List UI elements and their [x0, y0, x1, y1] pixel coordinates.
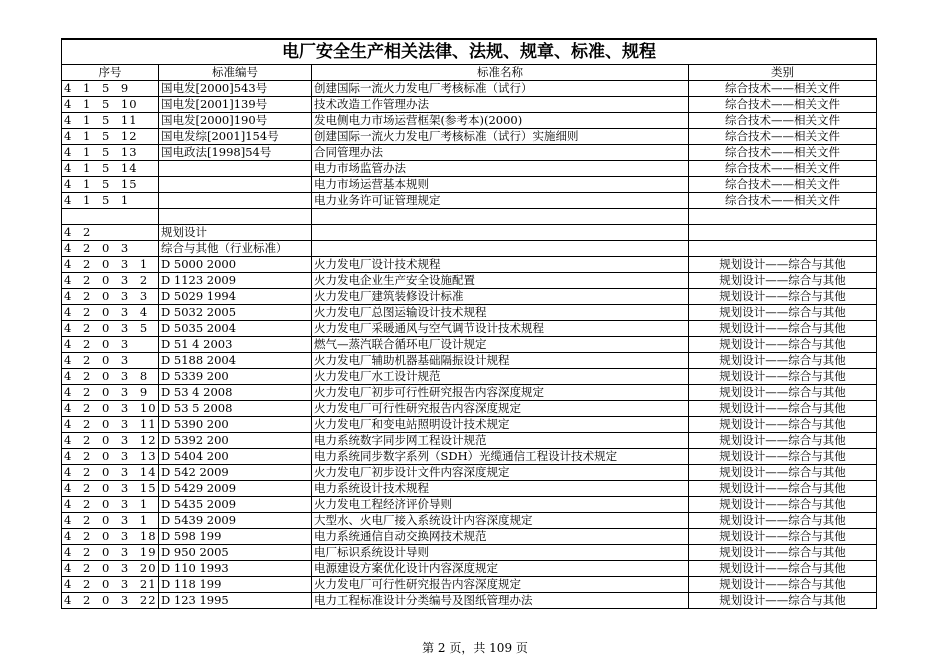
header-code: 标准编号: [159, 65, 312, 81]
row-name: 火力发电厂和变电站照明设计技术规定: [312, 417, 689, 433]
row-name: 火力发电厂建筑装修设计标准: [312, 289, 689, 305]
row-seq: 4 2 0 3 2: [62, 273, 159, 289]
row-category: 综合技术——相关文件: [689, 129, 877, 145]
row-name: 创建国际一流火力发电厂考核标准（试行）实施细则: [312, 129, 689, 145]
table-row: [62, 321, 877, 337]
row-name: 电源建设方案优化设计内容深度规定: [312, 561, 689, 577]
table-row: [62, 577, 877, 593]
row-category: [689, 241, 877, 257]
row-code: 国电发综[2001]154号: [159, 129, 312, 145]
row-category: 规划设计——综合与其他: [689, 369, 877, 385]
row-code: 国电政法[1998]54号: [159, 145, 312, 161]
row-name: 火力发电厂水工设计规范: [312, 369, 689, 385]
row-seq: 4 2 0 3 5: [62, 321, 159, 337]
row-name: 电力系统通信自动交换网技术规范: [312, 529, 689, 545]
page-footer: 第 2 页，共 109 页: [422, 641, 528, 655]
table-row: [62, 497, 877, 513]
row-category: 规划设计——综合与其他: [689, 433, 877, 449]
row-seq: 4 2 0 3 21: [62, 577, 159, 593]
row-name: 火力发电厂可行性研究报告内容深度规定: [312, 401, 689, 417]
row-code: D 5435 2009: [159, 497, 312, 513]
row-code: D 51 4 2003: [159, 337, 312, 353]
row-name: 火力发电企业生产安全设施配置: [312, 273, 689, 289]
row-code: D 950 2005: [159, 545, 312, 561]
table-row: [62, 241, 877, 257]
row-name: 电力系统设计技术规程: [312, 481, 689, 497]
table-row: [62, 193, 877, 209]
table-row: [62, 401, 877, 417]
row-code: [159, 209, 312, 225]
row-code: 综合与其他（行业标准）: [159, 241, 312, 257]
table-row: [62, 561, 877, 577]
row-category: 规划设计——综合与其他: [689, 305, 877, 321]
row-category: 规划设计——综合与其他: [689, 561, 877, 577]
table-row: [62, 273, 877, 289]
row-seq: 4 2 0 3 10: [62, 401, 159, 417]
table-row: [62, 433, 877, 449]
row-seq: 4 1 5 1: [62, 193, 159, 209]
row-category: 综合技术——相关文件: [689, 161, 877, 177]
row-code: D 123 1995: [159, 593, 312, 609]
row-name: 燃气—蒸汽联合循环电厂设计规定: [312, 337, 689, 353]
header-row: [62, 65, 877, 81]
table-row: [62, 417, 877, 433]
row-seq: 4 2 0 3: [62, 337, 159, 353]
table-row: [62, 97, 877, 113]
row-name: 火力发电厂总图运输设计技术规程: [312, 305, 689, 321]
row-category: [689, 209, 877, 225]
table-row: [62, 305, 877, 321]
row-seq: 4 2 0 3 4: [62, 305, 159, 321]
row-name: [312, 209, 689, 225]
row-category: 规划设计——综合与其他: [689, 273, 877, 289]
row-code: [159, 193, 312, 209]
page-title: 电厂安全生产相关法律、法规、规章、标准、规程: [62, 39, 877, 65]
row-seq: 4 2 0 3 18: [62, 529, 159, 545]
row-code: 规划设计: [159, 225, 312, 241]
row-seq: 4 2 0 3 1: [62, 497, 159, 513]
table-row: [62, 465, 877, 481]
row-seq: 4 2 0 3: [62, 353, 159, 369]
row-name: 发电侧电力市场运营框架(参考本)(2000): [312, 113, 689, 129]
row-name: 电力系统同步数字系列（SDH）光缆通信工程设计技术规定: [312, 449, 689, 465]
row-name: 创建国际一流火力发电厂考核标准（试行）: [312, 81, 689, 97]
row-category: 规划设计——综合与其他: [689, 321, 877, 337]
table-row: [62, 145, 877, 161]
row-seq: 4 2: [62, 225, 159, 241]
row-name: 火力发电工程经济评价导则: [312, 497, 689, 513]
table-row: [62, 113, 877, 129]
row-name: [312, 225, 689, 241]
row-name: 电厂标识系统设计导则: [312, 545, 689, 561]
row-name: 电力业务许可证管理规定: [312, 193, 689, 209]
row-category: 综合技术——相关文件: [689, 177, 877, 193]
row-seq: 4 2 0 3 11: [62, 417, 159, 433]
row-code: D 110 1993: [159, 561, 312, 577]
row-name: 电力市场监管办法: [312, 161, 689, 177]
title-row: [62, 39, 877, 65]
row-code: D 5392 200: [159, 433, 312, 449]
row-name: 火力发电厂初步可行性研究报告内容深度规定: [312, 385, 689, 401]
row-code: D 1123 2009: [159, 273, 312, 289]
row-seq: 4 1 5 12: [62, 129, 159, 145]
row-code: D 5404 200: [159, 449, 312, 465]
row-name: 大型水、火电厂接入系统设计内容深度规定: [312, 513, 689, 529]
row-name: 技术改造工作管理办法: [312, 97, 689, 113]
row-seq: 4 2 0 3 1: [62, 257, 159, 273]
row-code: [159, 161, 312, 177]
row-category: 规划设计——综合与其他: [689, 513, 877, 529]
row-code: [159, 177, 312, 193]
table-row: [62, 177, 877, 193]
row-seq: 4 2 0 3 8: [62, 369, 159, 385]
row-category: 规划设计——综合与其他: [689, 337, 877, 353]
row-name: [312, 241, 689, 257]
header-name: 标准名称: [312, 65, 689, 81]
row-category: 综合技术——相关文件: [689, 97, 877, 113]
row-name: 火力发电厂采暖通风与空气调节设计技术规程: [312, 321, 689, 337]
row-seq: 4 2 0 3 12: [62, 433, 159, 449]
row-seq: 4 2 0 3 15: [62, 481, 159, 497]
row-seq: [62, 209, 159, 225]
row-code: D 5390 200: [159, 417, 312, 433]
row-code: 国电发[2000]543号: [159, 81, 312, 97]
row-seq: 4 2 0 3 19: [62, 545, 159, 561]
row-category: 规划设计——综合与其他: [689, 577, 877, 593]
table-row: [62, 81, 877, 97]
row-seq: 4 1 5 11: [62, 113, 159, 129]
table-row: [62, 257, 877, 273]
row-seq: 4 2 0 3 3: [62, 289, 159, 305]
row-name: 电力工程标准设计分类编号及图纸管理办法: [312, 593, 689, 609]
row-name: 电力系统数字同步网工程设计规范: [312, 433, 689, 449]
row-category: 规划设计——综合与其他: [689, 481, 877, 497]
row-code: D 5000 2000: [159, 257, 312, 273]
row-code: D 598 199: [159, 529, 312, 545]
table-row: [62, 385, 877, 401]
header-category: 类别: [689, 65, 877, 81]
row-code: D 5439 2009: [159, 513, 312, 529]
row-seq: 4 1 5 10: [62, 97, 159, 113]
header-seq: 序号: [62, 65, 159, 81]
table-row: [62, 209, 877, 225]
row-seq: 4 2 0 3: [62, 241, 159, 257]
table-row: [62, 225, 877, 241]
row-category: [689, 225, 877, 241]
table-row: [62, 593, 877, 609]
row-code: D 542 2009: [159, 465, 312, 481]
row-category: 规划设计——综合与其他: [689, 385, 877, 401]
row-name: 火力发电厂可行性研究报告内容深度规定: [312, 577, 689, 593]
row-category: 综合技术——相关文件: [689, 145, 877, 161]
row-seq: 4 2 0 3 14: [62, 465, 159, 481]
row-seq: 4 1 5 14: [62, 161, 159, 177]
row-name: 火力发电厂辅助机器基础隔振设计规程: [312, 353, 689, 369]
table-row: [62, 529, 877, 545]
table-row: [62, 481, 877, 497]
row-seq: 4 1 5 15: [62, 177, 159, 193]
table-row: [62, 353, 877, 369]
row-code: D 53 5 2008: [159, 401, 312, 417]
row-category: 规划设计——综合与其他: [689, 497, 877, 513]
row-category: 规划设计——综合与其他: [689, 401, 877, 417]
table-row: [62, 337, 877, 353]
row-name: 火力发电厂初步设计文件内容深度规定: [312, 465, 689, 481]
row-seq: 4 2 0 3 20: [62, 561, 159, 577]
row-code: 国电发[2001]139号: [159, 97, 312, 113]
table-row: [62, 449, 877, 465]
row-name: 合同管理办法: [312, 145, 689, 161]
row-code: D 5035 2004: [159, 321, 312, 337]
row-code: D 5029 1994: [159, 289, 312, 305]
row-category: 规划设计——综合与其他: [689, 449, 877, 465]
row-category: 规划设计——综合与其他: [689, 593, 877, 609]
row-code: 国电发[2000]190号: [159, 113, 312, 129]
row-code: D 5429 2009: [159, 481, 312, 497]
row-category: 综合技术——相关文件: [689, 193, 877, 209]
row-category: 规划设计——综合与其他: [689, 465, 877, 481]
row-category: 规划设计——综合与其他: [689, 545, 877, 561]
row-seq: 4 2 0 3 13: [62, 449, 159, 465]
row-category: 综合技术——相关文件: [689, 113, 877, 129]
table-row: [62, 129, 877, 145]
table-row: [62, 369, 877, 385]
row-code: D 5032 2005: [159, 305, 312, 321]
standards-table: [61, 38, 877, 609]
row-seq: 4 2 0 3 1: [62, 513, 159, 529]
row-category: 规划设计——综合与其他: [689, 529, 877, 545]
row-name: 电力市场运营基本规则: [312, 177, 689, 193]
row-category: 规划设计——综合与其他: [689, 289, 877, 305]
row-category: 规划设计——综合与其他: [689, 353, 877, 369]
row-seq: 4 1 5 13: [62, 145, 159, 161]
row-code: D 53 4 2008: [159, 385, 312, 401]
row-category: 规划设计——综合与其他: [689, 257, 877, 273]
table-row: [62, 161, 877, 177]
table-row: [62, 545, 877, 561]
row-code: D 118 199: [159, 577, 312, 593]
row-seq: 4 1 5 9: [62, 81, 159, 97]
row-seq: 4 2 0 3 9: [62, 385, 159, 401]
standards-sheet: [61, 38, 876, 609]
table-row: [62, 513, 877, 529]
row-name: 火力发电厂设计技术规程: [312, 257, 689, 273]
row-category: 综合技术——相关文件: [689, 81, 877, 97]
table-row: [62, 289, 877, 305]
row-seq: 4 2 0 3 22: [62, 593, 159, 609]
row-category: 规划设计——综合与其他: [689, 417, 877, 433]
row-code: D 5188 2004: [159, 353, 312, 369]
row-code: D 5339 200: [159, 369, 312, 385]
